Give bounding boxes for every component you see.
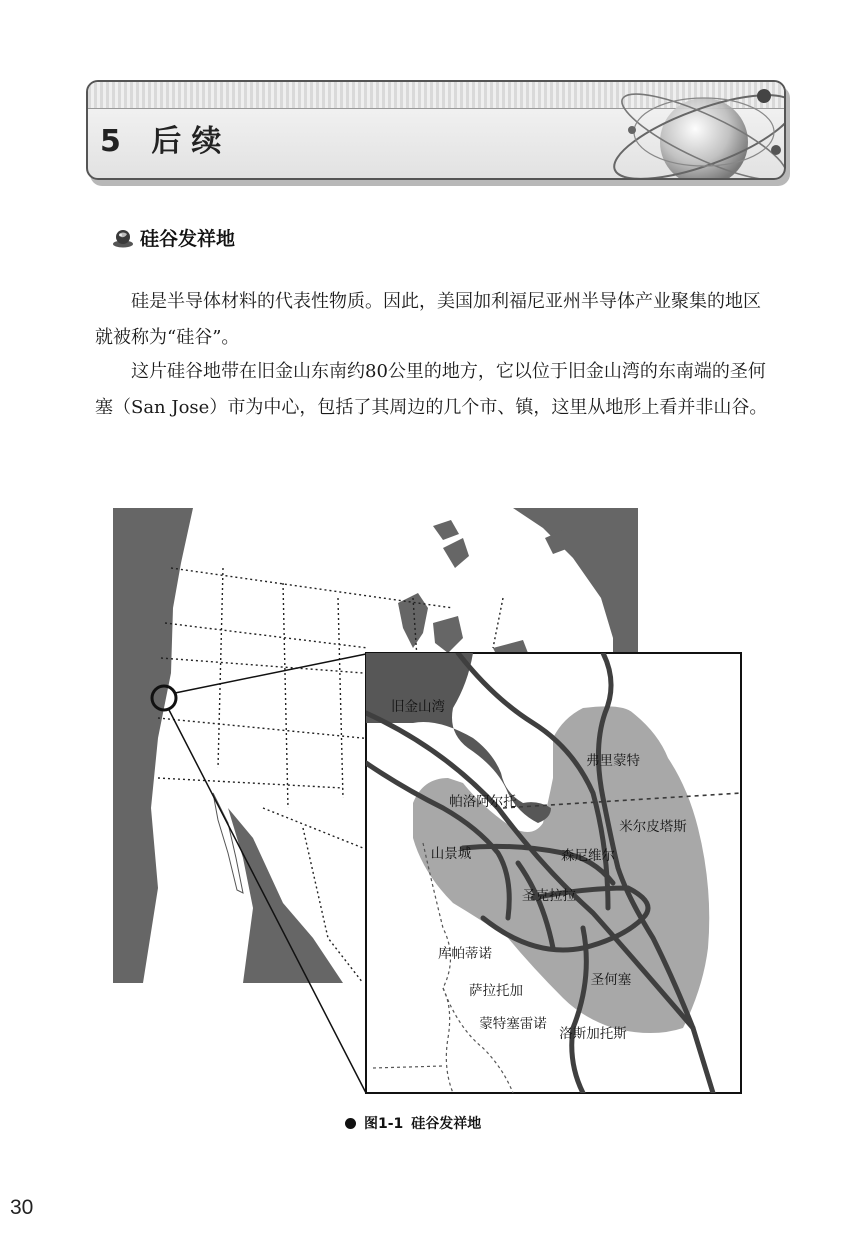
chapter-title: 5 后续 xyxy=(100,124,232,159)
bay-label: 旧金山湾 xyxy=(391,699,445,715)
city-label: 米尔皮塔斯 xyxy=(619,819,687,835)
atom-decoration-icon xyxy=(554,82,784,178)
city-label: 洛斯加托斯 xyxy=(559,1026,627,1042)
city-label: 森尼维尔 xyxy=(561,848,615,864)
city-label: 圣克拉拉 xyxy=(522,888,576,904)
city-label: 圣何塞 xyxy=(590,972,632,988)
section-title: 硅谷发祥地 xyxy=(140,228,236,250)
figure-caption xyxy=(345,1113,481,1133)
city-label: 库帕蒂诺 xyxy=(438,946,492,962)
city-label: 弗里蒙特 xyxy=(586,753,640,769)
city-label: 蒙特塞雷诺 xyxy=(479,1016,547,1032)
silicon-valley-map xyxy=(113,508,743,1098)
detail-map xyxy=(366,653,741,1093)
chapter-banner xyxy=(86,80,786,180)
page-number: 30 xyxy=(10,1196,34,1219)
bullet-icon xyxy=(345,1118,356,1129)
city-label: 山景城 xyxy=(430,846,472,862)
figure-caption-text: 硅谷发祥地 xyxy=(411,1116,482,1132)
globe-icon xyxy=(112,228,134,248)
section-heading xyxy=(112,224,235,251)
figure-number: 图1-1 xyxy=(364,1116,404,1132)
body-paragraph: 这片硅谷地带在旧金山东南约80公里的地方，它以位于旧金山湾的东南端的圣何塞（San Jose）市为中心，包括了其周边的几个市、镇，这里从地形上看并非山谷。 xyxy=(95,361,768,418)
body-paragraph: 硅是半导体材料的代表性物质。因此，美国加利福尼亚州半导体产业聚集的地区就被称为“硅谷”。 xyxy=(95,291,761,348)
city-label: 帕洛阿尔托 xyxy=(449,794,517,810)
city-label: 萨拉托加 xyxy=(469,983,523,999)
